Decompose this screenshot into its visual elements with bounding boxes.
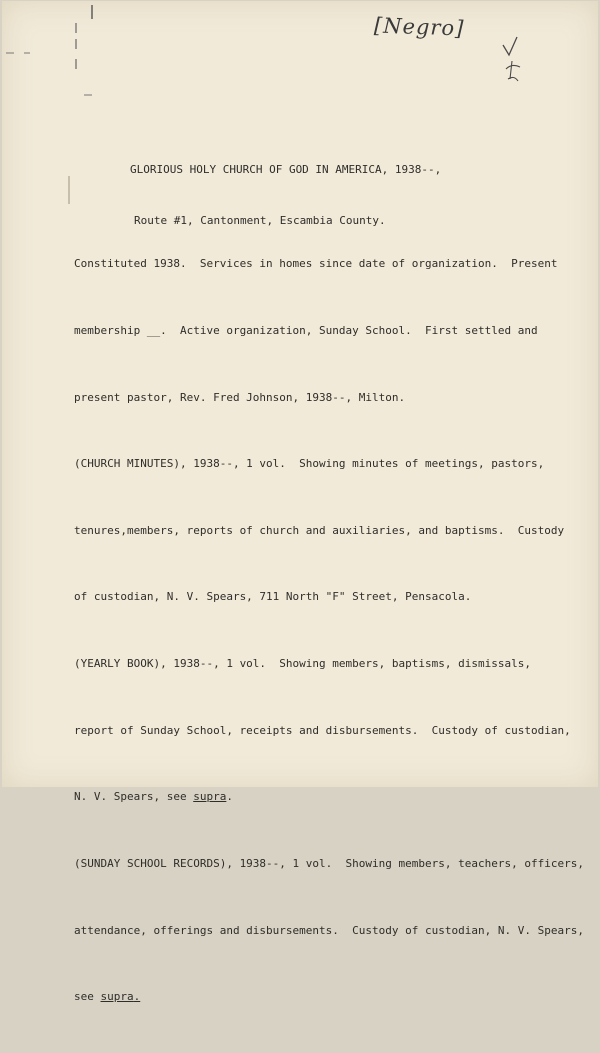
header-title: GLORIOUS HOLY CHURCH OF GOD IN AMERICA, 1938--, [130, 163, 442, 176]
handwritten-note: [Negro] [373, 13, 465, 41]
body-line: attendance, offerings and disbursements. Custody of custodian, N. V. Spears, [74, 923, 584, 937]
body-line: (CHURCH MINUTES), 1938--, 1 vol. Showing minutes of meetings, pastors, [74, 457, 545, 471]
header-location: Route #1, Cantonment, Escambia County. [134, 214, 386, 227]
supra-period: . [226, 790, 233, 804]
body-line [74, 786, 544, 808]
body-line [74, 986, 544, 1008]
body-line: report of Sunday School, receipts and disbursements. Custody of custodian, [74, 723, 571, 737]
margin-marks [2, 41, 42, 71]
body-line: Constituted 1938. Services in homes since date of organization. Present [74, 257, 558, 271]
body-line: tenures,members, reports of church and auxiliaries, and baptisms. Custody [74, 523, 565, 537]
punch-marks [64, 1, 104, 111]
document-page [2, 1, 598, 1004]
margin-smudge [68, 176, 70, 204]
supra-word: supra [193, 790, 227, 804]
entry-body [74, 209, 584, 1053]
body-line: (SUNDAY SCHOOL RECORDS), 1938--, 1 vol. Showing members, teachers, officers, [74, 856, 584, 870]
body-line-text: see [74, 990, 101, 1004]
body-line: present pastor, Rev. Fred Johnson, 1938--, Milton. [74, 390, 406, 404]
supra-word: supra [100, 990, 134, 1004]
body-line: of custodian, N. V. Spears, 711 North "F" Street, Pensacola. [74, 590, 472, 604]
body-line: membership __. Active organization, Sunday School. First settled and [74, 324, 538, 338]
supra-period: . [133, 990, 141, 1004]
check-mark-icon [500, 35, 526, 85]
body-line: (YEARLY BOOK), 1938--, 1 vol. Showing members, baptisms, dismissals, [74, 657, 531, 671]
body-line-text: N. V. Spears, see [74, 790, 194, 804]
